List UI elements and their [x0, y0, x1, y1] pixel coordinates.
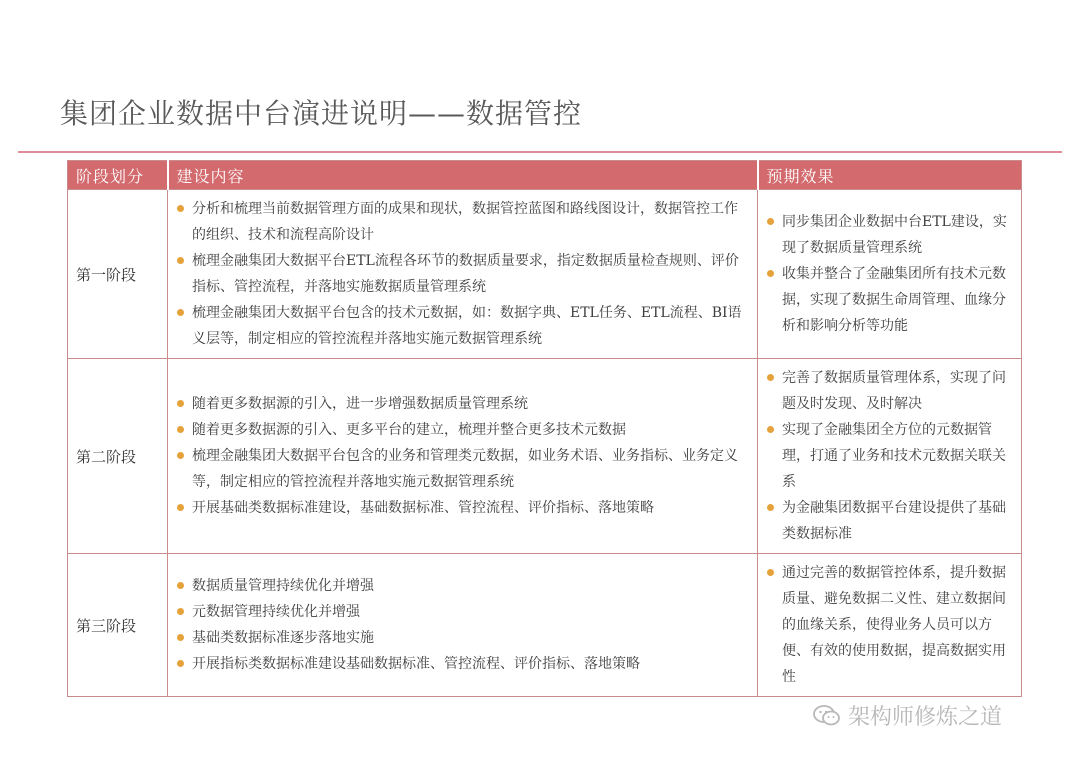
- list-item: 元数据管理持续优化并增强: [174, 599, 749, 625]
- list-item: 随着更多数据源的引入、更多平台的建立，梳理并整合更多技术元数据: [174, 417, 749, 443]
- effect-cell: [758, 190, 1022, 359]
- list-item: 为金融集团数据平台建设提供了基础类数据标准: [764, 495, 1013, 547]
- list-item: 开展基础类数据标准建设，基础数据标准、管控流程、评价指标、落地策略: [174, 495, 749, 521]
- header-content: 建设内容: [168, 161, 758, 190]
- list-item: 通过完善的数据管控体系，提升数据质量、避免数据二义性、建立数据间的血缘关系，使得业务人员可以方便、有效的使用数据，提高数据实用性: [764, 560, 1013, 690]
- list-item: 梳理金融集团大数据平台包含的技术元数据，如：数据字典、ETL任务、ETL流程、BI语义层等，制定相应的管控流程并落地实施元数据管理系统: [174, 300, 749, 352]
- header-effect: 预期效果: [758, 161, 1022, 190]
- stage-label: 第三阶段: [68, 554, 168, 697]
- table-row: [68, 554, 1022, 697]
- content-cell: [168, 554, 758, 697]
- stage-label: 第二阶段: [68, 359, 168, 554]
- list-item: 基础类数据标准逐步落地实施: [174, 625, 749, 651]
- content-cell: [168, 359, 758, 554]
- list-item: 随着更多数据源的引入，进一步增强数据质量管理系统: [174, 391, 749, 417]
- list-item: 开展指标类数据标准建设基础数据标准、管控流程、评价指标、落地策略: [174, 651, 749, 677]
- list-item: 数据质量管理持续优化并增强: [174, 573, 749, 599]
- watermark-text: 架构师修炼之道: [848, 705, 1003, 730]
- list-item: 梳理金融集团大数据平台包含的业务和管理类元数据，如业务术语、业务指标、业务定义等，制定相应的管控流程并落地实施元数据管理系统: [174, 443, 749, 495]
- list-item: 梳理金融集团大数据平台ETL流程各环节的数据质量要求，指定数据质量检查规则、评价指标、管控流程，并落地实施数据质量管理系统: [174, 248, 749, 300]
- effect-cell: [758, 554, 1022, 697]
- table-row: [68, 359, 1022, 554]
- wechat-icon: [812, 703, 842, 729]
- list-item: 同步集团企业数据中台ETL建设，实现了数据质量管理系统: [764, 209, 1013, 261]
- page-title: 集团企业数据中台演进说明——数据管控: [60, 97, 583, 130]
- table-row: [68, 190, 1022, 359]
- table-header-row: [68, 161, 1022, 190]
- stage-table: [67, 160, 1022, 697]
- title-divider: [18, 151, 1062, 153]
- watermark: [812, 700, 1002, 731]
- list-item: 收集并整合了金融集团所有技术元数据，实现了数据生命周管理、血缘分析和影响分析等功能: [764, 261, 1013, 339]
- list-item: 实现了金融集团全方位的元数据管理，打通了业务和技术元数据关联关系: [764, 417, 1013, 495]
- content-cell: [168, 190, 758, 359]
- list-item: 分析和梳理当前数据管理方面的成果和现状，数据管控蓝图和路线图设计，数据管控工作的组织、技术和流程高阶设计: [174, 196, 749, 248]
- stage-label: 第一阶段: [68, 190, 168, 359]
- header-stage: 阶段划分: [68, 161, 168, 190]
- effect-cell: [758, 359, 1022, 554]
- list-item: 完善了数据质量管理体系，实现了问题及时发现、及时解决: [764, 365, 1013, 417]
